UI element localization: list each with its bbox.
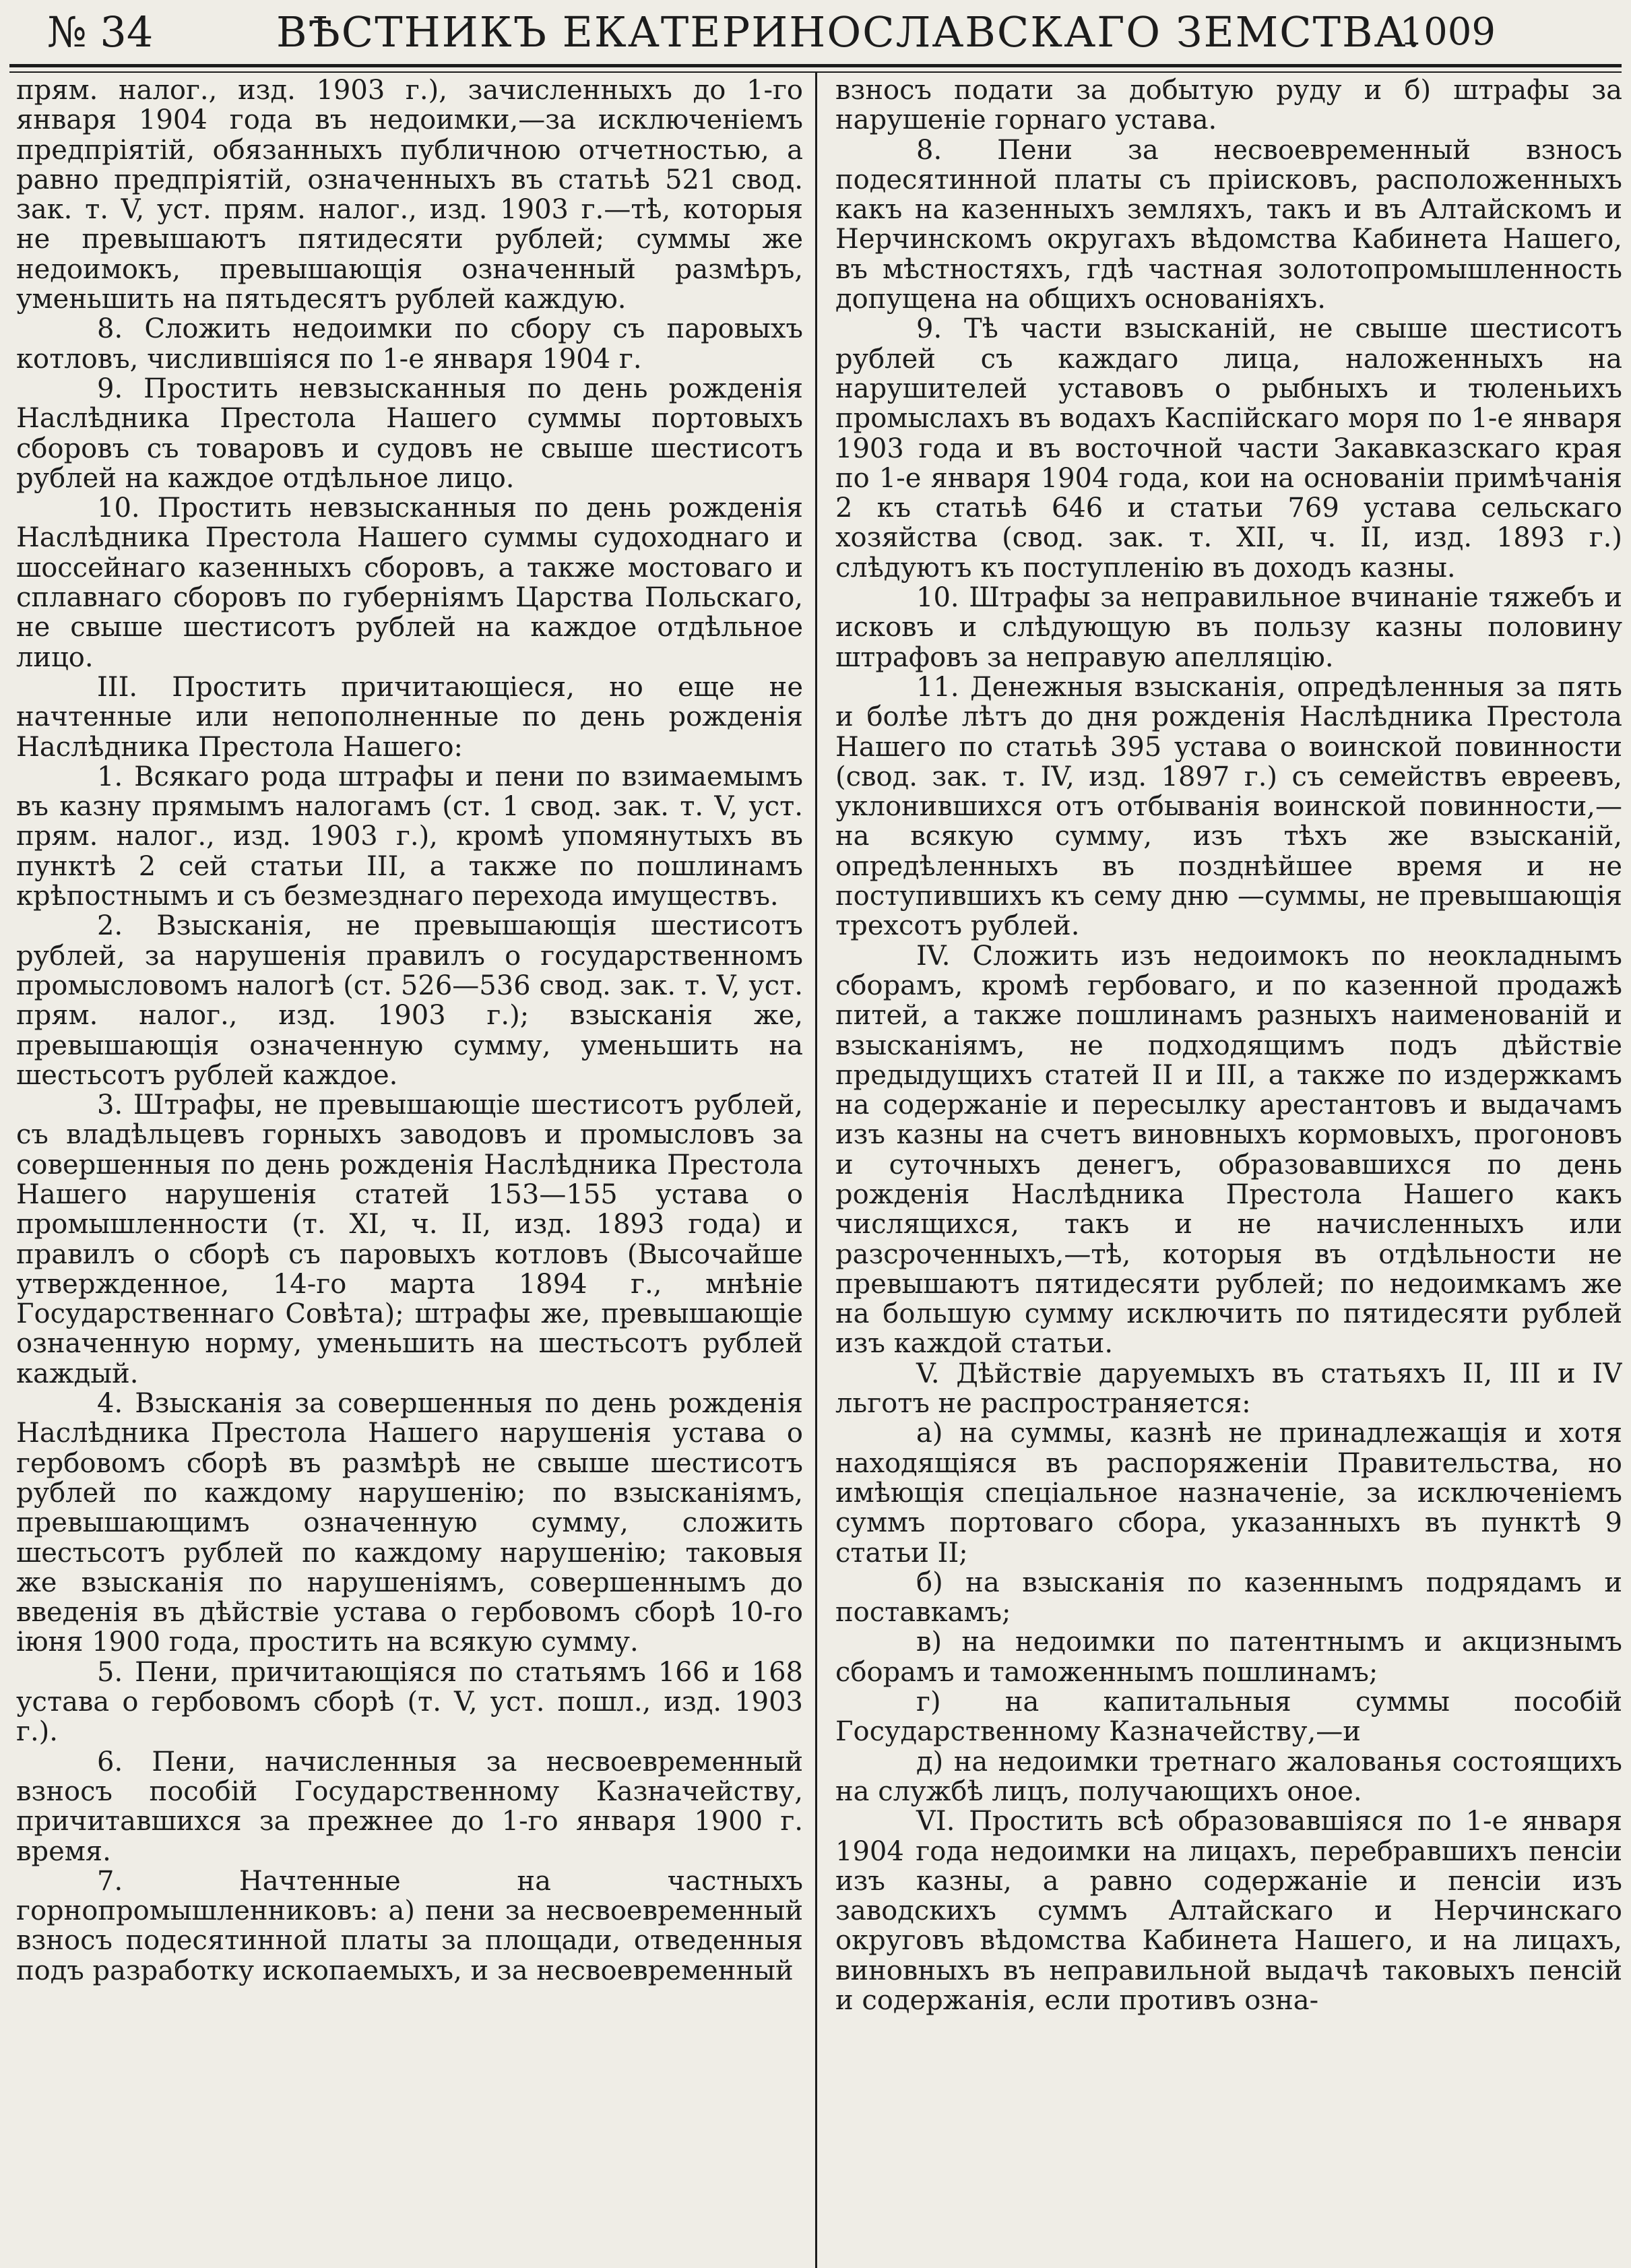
paragraph: г) на капитальныя суммы пособій Государственному Казначейству,—и: [835, 1687, 1622, 1748]
paragraph: 9. Простить невзысканныя по день рожденія Наслѣдника Престола Нашего суммы портовыхъ сборовъ съ товаровъ и судовъ не свыше шестисотъ рублей на каждое отдѣльное лицо.: [16, 373, 803, 494]
issue-number: № 34: [47, 7, 154, 57]
paragraph: III. Простить причитающіеся, но еще не начтенные или непополненные по день рожденія Наслѣдника Престола Нашего:: [16, 671, 803, 763]
right-column: [835, 75, 1622, 2015]
paragraph: а) на суммы, казнѣ не принадлежащія и хотя находящіяся въ распоряженіи Правительства, но имѣющія спеціальное назначеніе, за исключеніемъ суммъ портоваго сбора, указанныхъ въ пунктѣ 9 статьи II;: [835, 1418, 1622, 1569]
paragraph: 1. Всякаго рода штрафы и пени по взимаемымъ въ казну прямымъ налогамъ (ст. 1 свод. зак. т. V, уст. прям. налог., изд. 1903 г.), кромѣ упомянутыхъ въ пунктѣ 2 сей статьи III, а также по пошлинамъ крѣпостнымъ и съ безмезднаго перехода имуществъ.: [16, 761, 803, 912]
paragraph: V. Дѣйствіе даруемыхъ въ статьяхъ II, III и IV льготъ не распространяется:: [835, 1358, 1622, 1420]
paragraph: прям. налог., изд. 1903 г.), зачисленныхъ до 1-го января 1904 года въ недоимки,—за исключеніемъ предпріятій, обязанныхъ публичною отчетностью, а равно предпріятій, означенныхъ въ статьѣ 521 свод. зак. т. V, уст. прям. налог., изд. 1903 г.—тѣ, которыя не превышаютъ пятидесяти рублей; суммы же недоимокъ, превышающія означенный размѣръ, уменьшить на пятьдесятъ рублей каждую.: [16, 75, 803, 315]
paragraph: 8. Сложить недоимки по сбору съ паровыхъ котловъ, числившіяся по 1-е января 1904 г.: [16, 313, 803, 375]
paragraph: д) на недоимки третнаго жалованья состоящихъ на службѣ лицъ, получающихъ оное.: [835, 1746, 1622, 1807]
paragraph: 10. Штрафы за неправильное вчинаніе тяжебъ и исковъ и слѣдующую въ пользу казны половину штрафовъ за неправую апелляцію.: [835, 582, 1622, 673]
column-divider: [815, 73, 817, 2268]
paragraph: в) на недоимки по патентнымъ и акцизнымъ сборамъ и таможеннымъ пошлинамъ;: [835, 1627, 1622, 1688]
paragraph: 9. Тѣ части взысканій, не свыше шестисотъ рублей съ каждаго лица, наложенныхъ на нарушителей уставовъ о рыбныхъ и тюленьихъ промыслахъ въ водахъ Каспійскаго моря по 1-е января 1903 года и въ восточной части Закавказскаго края по 1-е января 1904 года, кои на основаніи примѣчанія 2 къ статьѣ 646 и статьи 769 устава сельскаго хозяйства (свод. зак. т. XII, ч. II, изд. 1893 г.) слѣдуютъ къ поступленію въ доходъ казны.: [835, 313, 1622, 584]
paragraph: VI. Простить всѣ образовавшіяся по 1-е января 1904 года недоимки на лицахъ, перебравшихъ пенсіи изъ казны, а равно содержаніе и пенсіи изъ заводскихъ суммъ Алтайскаго и Нерчинскаго округовъ вѣдомства Кабинета Нашего, и на лицахъ, виновныхъ въ неправильной выдачѣ таковыхъ пенсій и содержанія, если противъ озна-: [835, 1806, 1622, 2016]
paragraph: IV. Сложить изъ недоимокъ по неокладнымъ сборамъ, кромѣ гербоваго, и по казенной продажѣ питей, а также пошлинамъ разныхъ наименованій и взысканіямъ, не подходящимъ подъ дѣйствіе предыдущихъ статей II и III, а также по издержкамъ на содержаніе и пересылку арестантовъ и выдачамъ изъ казны на счетъ виновныхъ кормовыхъ, прогоновъ и суточныхъ денегъ, образовавшихся по день рожденія Наслѣдника Престола Нашего какъ числящихся, такъ и не начисленныхъ или разсроченныхъ,—тѣ, которыя въ отдѣльности не превышаютъ пятидесяти рублей; по недоимкамъ же на большую сумму исключить по пятидесяти рублей изъ каждой статьи.: [835, 940, 1622, 1360]
publication-title: ВѢСТНИКЪ ЕКАТЕРИНОСЛАВСКАГО ЗЕМСТВА.: [276, 7, 1422, 57]
page-number: 1009: [1399, 10, 1496, 54]
paragraph: 11. Денежныя взысканія, опредѣленныя за пять и болѣе лѣтъ до дня рожденія Наслѣдника Престола Нашего по статьѣ 395 устава о воинской повинности (свод. зак. т. IV, изд. 1897 г.) съ семействъ евреевъ, уклонившихся отъ отбыванія воинской повинности,—на всякую сумму, изъ тѣхъ же взысканій, опредѣленныхъ въ позднѣйшее время и не поступившихъ къ сему дню —суммы, не превышающія трехсотъ рублей.: [835, 671, 1622, 942]
paragraph: б) на взысканія по казеннымъ подрядамъ и поставкамъ;: [835, 1567, 1622, 1629]
paragraph: взносъ подати за добытую руду и б) штрафы за нарушеніе горнаго устава.: [835, 75, 1622, 136]
page-header: [47, 5, 1496, 73]
paragraph: 10. Простить невзысканныя по день рожденія Наслѣдника Престола Нашего суммы судоходнаго и шоссейнаго казенныхъ сборовъ, а также мостоваго и сплавнаго сборовъ по губерніямъ Царства Польскаго, не свыше шестисотъ рублей на каждое отдѣльное лицо.: [16, 493, 803, 673]
paragraph: 7. Начтенные на частныхъ горнопромышленниковъ: а) пени за несвоевременный взносъ подесятинной платы за площади, отведенныя подъ разработку ископаемыхъ, и за несвоевременный: [16, 1865, 803, 1986]
left-column: [16, 75, 803, 1986]
paragraph: 3. Штрафы, не превышающіе шестисотъ рублей, съ владѣльцевъ горныхъ заводовъ и промысловъ за совершенныя по день рожденія Наслѣдника Престола Нашего нарушенія статей 153—155 устава о промышленности (т. XI, ч. II, изд. 1893 года) и правилъ о сборѣ съ паровыхъ котловъ (Высочайше утвержденное, 14-го марта 1894 г., мнѣніе Государственнаго Совѣта); штрафы же, превышающіе означенную норму, уменьшить на шестьсотъ рублей каждый.: [16, 1090, 803, 1389]
paragraph: 6. Пени, начисленныя за несвоевременный взносъ пособій Государственному Казначейству, причитавшихся за прежнее до 1-го января 1900 г. время.: [16, 1746, 803, 1867]
paragraph: 2. Взысканія, не превышающія шестисотъ рублей, за нарушенія правилъ о государственномъ промысловомъ налогѣ (ст. 526—536 свод. зак. т. V, уст. прям. налог., изд. 1903 г.); взысканія же, превышающія означенную сумму, уменьшить на шестьсотъ рублей каждое.: [16, 910, 803, 1091]
paragraph: 4. Взысканія за совершенныя по день рожденія Наслѣдника Престола Нашего нарушенія устава о гербовомъ сборѣ въ размѣрѣ не свыше шестисотъ рублей по каждому нарушенію; по взысканіямъ, превышающимъ означенную сумму, сложить шестьсотъ рублей по каждому нарушенію; таковыя же взысканія по нарушеніямъ, совершеннымъ до введенія въ дѣйствіе устава о гербовомъ сборѣ 10-го іюня 1900 года, простить на всякую сумму.: [16, 1388, 803, 1658]
header-rule: [9, 64, 1622, 67]
paragraph: 5. Пени, причитающіяся по статьямъ 166 и 168 устава о гербовомъ сборѣ (т. V, уст. пошл., изд. 1903 г.).: [16, 1656, 803, 1748]
paragraph: 8. Пени за несвоевременный взносъ подесятинной платы съ пріисковъ, расположенныхъ какъ на казенныхъ земляхъ, такъ и въ Алтайскомъ и Нерчинскомъ округахъ вѣдомства Кабинета Нашего, въ мѣстностяхъ, гдѣ частная золотопромышленность допущена на общихъ основаніяхъ.: [835, 134, 1622, 315]
